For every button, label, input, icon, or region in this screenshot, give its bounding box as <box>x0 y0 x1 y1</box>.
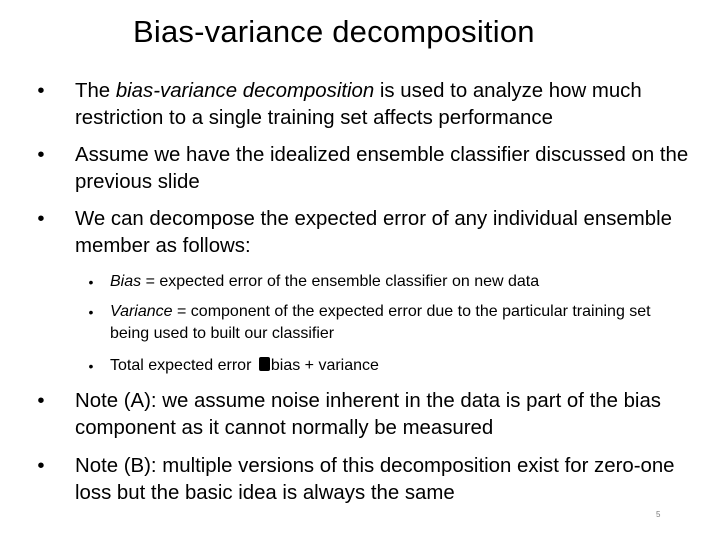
sub-bullet-variance-term: Variance <box>110 303 173 320</box>
note-b-text: Note (B): multiple versions of this decomposition exist for zero-one loss but the basic idea is always the same <box>75 455 675 504</box>
bullet-1-pre: The <box>75 80 116 102</box>
page-number: 5 <box>656 510 661 519</box>
bullet-3 <box>37 206 695 260</box>
bullet-3-text: We can decompose the expected error of any individual ensemble member as follows: <box>75 208 672 257</box>
sub-bullet-total-pre: Total expected error <box>110 357 256 374</box>
bullet-dot-icon: • <box>88 304 94 320</box>
sub-bullet-variance-text: = component of the expected error due to the particular training set being used to built our classifier <box>110 303 651 342</box>
sub-bullet-bias <box>88 271 670 293</box>
bullet-1-post: is used to analyze how much restriction to a single training set affects performance <box>75 80 642 129</box>
missing-glyph-icon <box>259 357 270 371</box>
bullet-dot-icon: • <box>88 274 94 290</box>
slide-title: Bias-variance decomposition <box>133 14 535 49</box>
bullet-dot-icon: • <box>37 390 45 412</box>
sub-bullet-total <box>88 355 670 377</box>
note-a <box>37 388 695 442</box>
bullet-2-text: Assume we have the idealized ensemble classifier discussed on the previous slide <box>75 144 689 193</box>
bullet-dot-icon: • <box>37 208 45 230</box>
note-a-text: Note (A): we assume noise inherent in the data is part of the bias component as it cannot normally be measured <box>75 390 661 439</box>
bullet-dot-icon: • <box>37 144 45 166</box>
sub-bullet-bias-term: Bias <box>110 273 142 290</box>
bullet-dot-icon: • <box>88 358 94 374</box>
sub-bullet-variance <box>88 301 670 345</box>
bullet-2 <box>37 142 695 196</box>
sub-bullet-total-post: bias + variance <box>270 357 379 374</box>
note-b <box>37 453 695 507</box>
bullet-dot-icon: • <box>37 80 45 102</box>
bullet-dot-icon: • <box>37 455 45 477</box>
sub-bullet-bias-text: = expected error of the ensemble classifier on new data <box>141 273 540 290</box>
bullet-1 <box>37 78 695 132</box>
bullet-1-emphasis: bias-variance decomposition <box>115 80 375 102</box>
